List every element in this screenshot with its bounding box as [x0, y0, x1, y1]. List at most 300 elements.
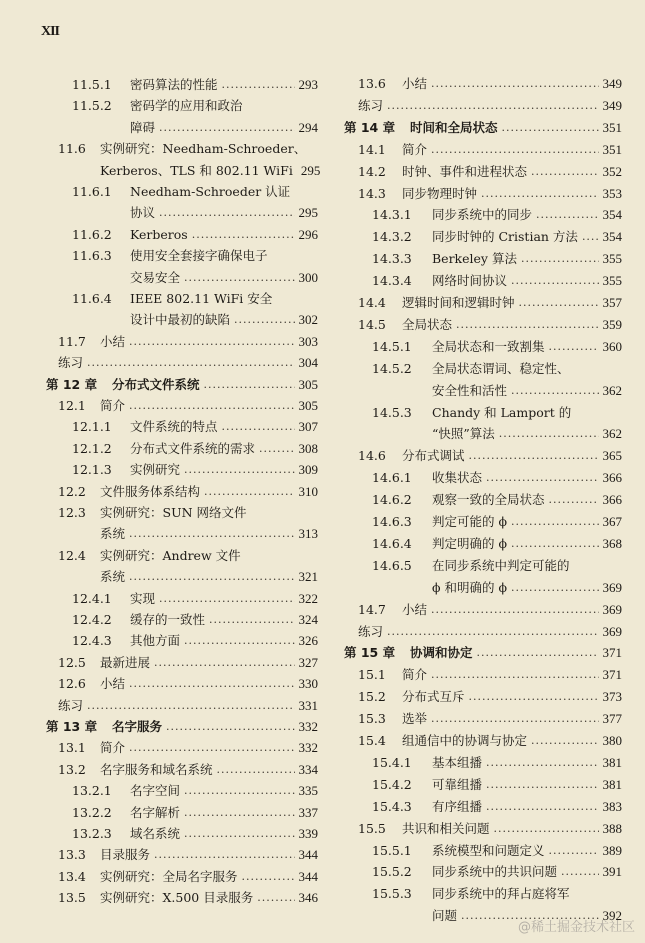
entry-page-number: 367 — [602, 514, 622, 529]
toc-entry-line — [0, 96, 322, 116]
toc-entry-line — [322, 162, 622, 182]
entry-title-line — [130, 75, 318, 95]
entry-title: 时钟、事件和进程状态 — [402, 163, 528, 179]
entry-title-line — [432, 271, 622, 291]
dot-leader — [204, 375, 295, 395]
dot-leader — [184, 824, 294, 844]
entry-number: 15.4.3 — [372, 798, 412, 814]
entry-title: 分布式文件系统的需求 — [130, 440, 256, 456]
toc-entry-line — [0, 310, 322, 330]
entry-title-line — [100, 867, 318, 887]
entry-title: 简介 — [402, 141, 428, 157]
entry-title: 缓存的一致性 — [130, 612, 206, 627]
toc-entry-line — [0, 375, 322, 395]
toc-entry-line — [322, 665, 622, 685]
entry-title: 使用安全套接字确保电子 — [130, 248, 268, 264]
entry-number: 11.5.1 — [72, 77, 112, 92]
entry-title: 小结 — [402, 76, 428, 91]
entry-title: 协调和协定 — [410, 645, 473, 661]
entry-title: 名字空间 — [130, 783, 181, 799]
dot-leader — [387, 96, 598, 116]
entry-page-number: 391 — [602, 864, 622, 880]
toc-entry-line — [0, 161, 322, 181]
entry-page-number: 354 — [602, 207, 622, 223]
entry-title: 文件服务体系结构 — [100, 483, 201, 499]
entry-title-line — [402, 687, 622, 707]
entry-title: IEEE 802.11 WiFi 安全 — [130, 291, 273, 306]
entry-page-number: 335 — [298, 783, 318, 799]
entry-title: 网络时间协议 — [432, 273, 508, 289]
entry-title: 名字服务 — [112, 719, 163, 734]
entry-title: 其他方面 — [130, 633, 181, 649]
entry-number: 14.7 — [358, 601, 386, 617]
entry-title: 简介 — [402, 667, 428, 683]
entry-page-number: 389 — [602, 842, 622, 858]
entry-title-line — [130, 225, 318, 245]
toc-entry-line — [0, 738, 322, 758]
entry-page-number: 310 — [298, 483, 318, 499]
entry-number: 13.1 — [58, 740, 86, 756]
toc-entry-line — [322, 446, 622, 466]
entry-number: 13.2.3 — [72, 826, 112, 841]
entry-title-line — [130, 203, 318, 223]
entry-page-number: 362 — [602, 426, 622, 442]
toc-entry-line — [322, 403, 622, 423]
dot-leader — [242, 867, 295, 887]
entry-number: 13.2.2 — [72, 804, 112, 820]
entry-number: 12.1.1 — [72, 419, 112, 435]
dot-leader — [499, 424, 599, 444]
entry-number: 14.1 — [358, 141, 386, 157]
toc-entry-line — [0, 503, 322, 523]
entry-number: 13.2 — [58, 761, 86, 777]
entry-title: 组通信中的协调与协定 — [402, 733, 528, 748]
entry-number: 11.6.3 — [72, 248, 112, 264]
entry-number: 12.5 — [58, 654, 86, 670]
dot-leader — [154, 845, 294, 865]
entry-number: 11.6.4 — [72, 291, 112, 306]
entry-title: 协议 — [130, 205, 156, 221]
entry-title: 练习 — [58, 355, 84, 371]
dot-leader — [166, 717, 294, 737]
entry-page-number: 369 — [602, 601, 622, 617]
entry-page-number: 305 — [298, 398, 318, 413]
dot-leader — [582, 227, 599, 247]
entry-number: 15.5.1 — [372, 842, 412, 858]
toc-entry-line — [0, 332, 322, 352]
entry-number: 13.6 — [358, 76, 386, 91]
entry-page-number: 296 — [298, 226, 318, 242]
entry-title-line — [402, 293, 622, 313]
dot-leader — [431, 600, 598, 620]
entry-number: 14.2 — [358, 163, 386, 179]
entry-page-number: 392 — [602, 908, 622, 924]
entry-title-line — [58, 696, 318, 716]
entry-title-line — [100, 653, 318, 673]
toc-entry-line — [322, 184, 622, 204]
entry-number: 14.3.1 — [372, 207, 412, 223]
entry-title-line — [100, 524, 318, 544]
entry-title-line — [432, 797, 622, 817]
entry-title-line — [100, 760, 318, 780]
toc-entry-line — [322, 490, 622, 510]
entry-page-number: 332 — [298, 740, 318, 756]
entry-title: 分布式文件系统 — [112, 376, 200, 392]
entry-title: 实例研究：Needham-Schroeder、 — [100, 141, 307, 157]
toc-entry-line — [0, 439, 322, 459]
entry-title: 时间和全局状态 — [410, 119, 498, 135]
entry-title: 同步时钟的 Cristian 方法 — [432, 229, 578, 245]
dot-leader — [209, 610, 294, 630]
entry-title: 名字解析 — [130, 804, 181, 820]
entry-page-number: 302 — [298, 312, 318, 328]
entry-number: 14.4 — [358, 295, 386, 310]
dot-leader — [511, 381, 598, 401]
entry-title-line — [100, 738, 318, 758]
dot-leader — [431, 74, 598, 94]
entry-page-number: 308 — [298, 440, 318, 456]
toc-entry-line — [322, 118, 622, 138]
entry-title: 全局状态 — [402, 316, 453, 332]
entry-page-number: 366 — [602, 492, 622, 508]
entry-number: 12.1.2 — [72, 440, 112, 456]
toc-entry-line — [322, 381, 622, 401]
entry-number: 12.4.2 — [72, 612, 112, 627]
page-number-roman: XII — [41, 24, 60, 39]
entry-title-line — [402, 74, 622, 94]
entry-page-number: 307 — [298, 419, 318, 435]
entry-title-line — [112, 717, 318, 737]
entry-title-line — [130, 460, 318, 480]
entry-title-line — [432, 841, 622, 861]
entry-page-number: 371 — [602, 667, 622, 683]
entry-page-number: 339 — [298, 826, 318, 841]
entry-number: 第 14 章 — [344, 119, 396, 135]
toc-entry-line — [322, 534, 622, 554]
entry-title: 简介 — [100, 740, 126, 756]
dot-leader — [259, 439, 294, 459]
entry-number: 12.4.1 — [72, 590, 112, 606]
entry-title: 障碍 — [130, 119, 156, 135]
entry-title: 小结 — [100, 676, 126, 692]
entry-title-line — [130, 824, 318, 844]
entry-number: 13.3 — [58, 847, 86, 863]
entry-title: 分布式互斥 — [402, 689, 465, 705]
dot-leader — [469, 446, 599, 466]
entry-page-number: 304 — [298, 355, 318, 371]
entry-number: 14.3.3 — [372, 251, 412, 267]
entry-number: 15.4.2 — [372, 776, 412, 792]
entry-page-number: 368 — [602, 535, 622, 551]
toc-entry-line — [322, 271, 622, 291]
entry-number: 13.5 — [58, 890, 86, 906]
entry-title-line — [432, 578, 622, 598]
entry-title-line — [432, 205, 622, 225]
entry-page-number: 334 — [298, 761, 318, 777]
entry-page-number: 377 — [602, 711, 622, 727]
dot-leader — [129, 332, 294, 352]
entry-title: 小结 — [402, 601, 428, 617]
entry-title: 设计中最初的缺陷 — [130, 312, 231, 328]
entry-number: 14.3 — [358, 185, 386, 201]
entry-title-line — [130, 631, 318, 651]
dot-leader — [129, 738, 294, 758]
entry-title-line — [402, 665, 622, 685]
dot-leader — [217, 760, 295, 780]
toc-entry-line — [0, 867, 322, 887]
dot-leader — [494, 819, 599, 839]
toc-entry-line — [322, 753, 622, 773]
entry-title: Kerberos、TLS 和 802.11 WiFi — [100, 162, 293, 178]
entry-title: 练习 — [358, 97, 384, 113]
entry-number: 12.1 — [58, 398, 86, 413]
toc-entry-line — [0, 760, 322, 780]
entry-title: 系统 — [100, 569, 126, 585]
entry-number: 14.5.3 — [372, 404, 412, 420]
toc-entry-line — [322, 227, 622, 247]
dot-leader — [87, 353, 294, 373]
entry-title-line — [402, 315, 622, 335]
entry-number: 13.2.1 — [72, 783, 112, 799]
entry-title-line — [112, 375, 318, 395]
dot-leader — [511, 534, 599, 554]
dot-leader — [222, 417, 295, 437]
entry-number: 15.3 — [358, 711, 386, 727]
entry-title-line — [100, 888, 318, 908]
dot-leader — [549, 490, 599, 510]
entry-title-line — [100, 546, 318, 566]
dot-leader — [87, 696, 294, 716]
entry-title-line — [432, 534, 622, 554]
entry-number: 13.4 — [58, 868, 86, 884]
dot-leader — [154, 653, 294, 673]
entry-page-number: 305 — [298, 376, 318, 392]
entry-title-line — [432, 884, 622, 904]
entry-number: 12.1.3 — [72, 462, 112, 478]
entry-title-line — [432, 775, 622, 795]
watermark: @稀土掘金技术社区 — [517, 920, 635, 935]
toc-entry-line — [322, 622, 622, 642]
entry-title: Chandy 和 Lamport 的 — [432, 404, 572, 420]
entry-title: 同步系统中的共识问题 — [432, 864, 558, 880]
entry-title: 全局状态和一致割集 — [432, 338, 545, 354]
entry-title: 逻辑时间和逻辑时钟 — [402, 295, 515, 310]
dot-leader — [159, 203, 294, 223]
dot-leader — [257, 888, 294, 908]
entry-number: 14.6.3 — [372, 514, 412, 529]
entry-title: 观察一致的全局状态 — [432, 492, 545, 508]
entry-page-number: 309 — [298, 462, 318, 478]
entry-title: 实例研究：Andrew 文件 — [100, 547, 241, 563]
entry-page-number: 294 — [298, 119, 318, 135]
entry-title-line — [100, 482, 318, 502]
entry-number: 12.4 — [58, 547, 86, 563]
entry-title: Kerberos — [130, 226, 188, 242]
dot-leader — [222, 75, 295, 95]
entry-number: 15.4.1 — [372, 754, 412, 770]
entry-title: 问题 — [432, 908, 458, 924]
dot-leader — [486, 797, 598, 817]
entry-number: 11.7 — [58, 333, 86, 349]
toc-entry-line — [322, 468, 622, 488]
dot-leader — [536, 205, 598, 225]
entry-title: 同步系统中的同步 — [432, 207, 533, 223]
entry-number: 15.2 — [358, 689, 386, 705]
entry-number: 14.6.1 — [372, 470, 412, 486]
entry-page-number: 351 — [602, 119, 622, 135]
entry-number: 15.5.2 — [372, 864, 412, 880]
entry-title-line — [402, 162, 622, 182]
dot-leader — [486, 753, 598, 773]
toc-entry-line — [322, 775, 622, 795]
toc-entry-line — [322, 512, 622, 532]
entry-title: 实例研究 — [130, 462, 181, 478]
entry-title: Needham-Schroeder 认证 — [130, 184, 291, 199]
entry-page-number: 353 — [602, 185, 622, 201]
entry-title-line — [130, 439, 318, 459]
toc-entry-line — [322, 819, 622, 839]
toc-entry-line — [322, 293, 622, 313]
entry-title-line — [100, 161, 321, 181]
entry-title: 实例研究：SUN 网络文件 — [100, 505, 247, 520]
entry-title: 同步系统中的拜占庭将军 — [432, 886, 570, 902]
entry-page-number: 337 — [298, 804, 318, 820]
entry-title: 实例研究：X.500 目录服务 — [100, 890, 254, 906]
toc-entry-line — [0, 203, 322, 223]
dot-leader — [159, 118, 294, 138]
entry-title: 密码学的应用和政治 — [130, 98, 243, 114]
entry-number: 14.5.1 — [372, 338, 412, 354]
dot-leader — [192, 225, 295, 245]
entry-title: 域名系统 — [130, 826, 181, 841]
entry-title-line — [432, 556, 622, 576]
entry-title-line — [130, 610, 318, 630]
toc-entry-line — [0, 182, 322, 202]
entry-title-line — [130, 96, 318, 116]
entry-title-line — [130, 589, 318, 609]
entry-page-number: 365 — [602, 448, 622, 464]
entry-title: 基本组播 — [432, 754, 483, 770]
dot-leader — [486, 468, 598, 488]
dot-leader — [184, 803, 294, 823]
dot-leader — [486, 775, 598, 795]
entry-page-number: 354 — [602, 229, 622, 245]
toc-entry-line — [322, 359, 622, 379]
toc-entry-line — [322, 578, 622, 598]
entry-page-number: 293 — [298, 77, 318, 92]
entry-title-line — [432, 359, 622, 379]
entry-number: 14.6.5 — [372, 557, 412, 573]
toc-entry-line — [0, 225, 322, 245]
entry-title: 收集状态 — [432, 470, 483, 486]
entry-page-number: 295 — [300, 162, 321, 178]
entry-number: 11.6 — [58, 141, 86, 157]
entry-number: 14.6.2 — [372, 492, 412, 508]
toc-entry-line — [322, 731, 622, 751]
entry-page-number: 380 — [602, 733, 622, 748]
dot-leader — [184, 631, 294, 651]
entry-number: 14.6 — [358, 448, 386, 464]
entry-page-number: 371 — [602, 645, 622, 661]
dot-leader — [184, 460, 294, 480]
entry-title-line — [130, 182, 318, 202]
entry-title-line — [432, 337, 622, 357]
toc-entry-line — [322, 249, 622, 269]
entry-page-number: 295 — [298, 205, 318, 221]
entry-title-line — [402, 184, 622, 204]
toc-entry-line — [0, 75, 322, 95]
entry-page-number: 346 — [298, 890, 318, 906]
dot-leader — [129, 567, 294, 587]
entry-title-line — [58, 353, 318, 373]
entry-title: 名字服务和域名系统 — [100, 761, 213, 777]
entry-page-number: 344 — [298, 847, 318, 863]
entry-title: ϕ 和明确的 ϕ — [432, 579, 507, 595]
entry-title: 有序组播 — [432, 798, 483, 814]
entry-number: 第 15 章 — [344, 645, 396, 661]
dot-leader — [531, 731, 598, 751]
entry-title-line — [402, 731, 622, 751]
toc-entry-line — [322, 74, 622, 94]
dot-leader — [549, 841, 599, 861]
dot-leader — [561, 862, 598, 882]
toc-entry-line — [322, 140, 622, 160]
entry-title: 系统 — [100, 526, 126, 542]
toc-entry-line — [0, 524, 322, 544]
entry-title-line — [402, 140, 622, 160]
dot-leader — [511, 578, 599, 598]
dot-leader — [511, 512, 599, 532]
entry-title-line — [130, 781, 318, 801]
entry-title-line — [358, 622, 622, 642]
entry-number: 11.6.1 — [72, 184, 112, 199]
dot-leader — [431, 665, 598, 685]
toc-entry-line — [0, 845, 322, 865]
entry-number: 14.3.2 — [372, 229, 412, 245]
entry-title: 练习 — [358, 623, 384, 639]
toc-entry-line — [0, 118, 322, 138]
toc-entry-line — [0, 353, 322, 373]
toc-entry-line — [322, 841, 622, 861]
entry-number: 15.5 — [358, 820, 386, 836]
entry-page-number: 357 — [602, 295, 622, 310]
entry-title: 小结 — [100, 333, 126, 349]
entry-number: 第 12 章 — [46, 376, 98, 392]
entry-title-line — [130, 310, 318, 330]
toc-entry-line — [0, 888, 322, 908]
toc-entry-line — [0, 246, 322, 266]
entry-title: 分布式调试 — [402, 448, 465, 464]
entry-page-number: 327 — [298, 654, 318, 670]
entry-title-line — [130, 289, 318, 309]
entry-page-number: 322 — [298, 590, 318, 606]
entry-title-line — [432, 512, 622, 532]
toc-entry-line — [322, 556, 622, 576]
entry-page-number: 344 — [298, 868, 318, 884]
entry-title-line — [402, 819, 622, 839]
entry-title-line — [100, 503, 318, 523]
entry-title: 实例研究：全局名字服务 — [100, 868, 238, 884]
entry-page-number: 381 — [602, 754, 622, 770]
entry-title-line — [100, 396, 318, 416]
entry-title: 判定明确的 ϕ — [432, 535, 507, 551]
entry-number: 14.6.4 — [372, 535, 412, 551]
entry-page-number: 369 — [602, 623, 622, 639]
dot-leader — [184, 781, 294, 801]
entry-number: 第 13 章 — [46, 719, 98, 734]
toc-entry-line — [322, 600, 622, 620]
entry-page-number: 349 — [602, 76, 622, 91]
